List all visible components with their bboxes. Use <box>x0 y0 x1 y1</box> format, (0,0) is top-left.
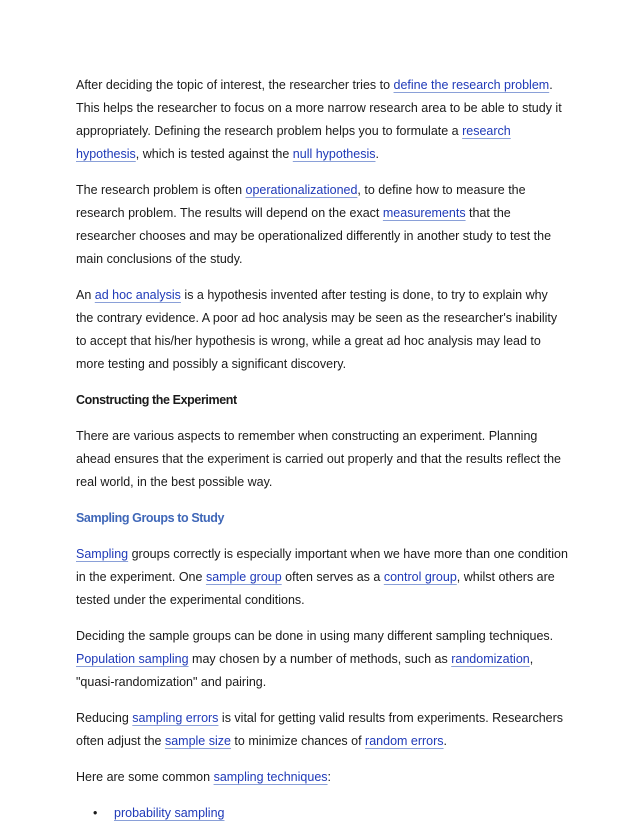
paragraph-ad-hoc-analysis: An ad hoc analysis is a hypothesis invented after testing is done, to try to explain why the contrary evidence. A poor ad hoc analysis may be seen as the researcher's inability to accept that his/her hypothesis is wrong, while a great ad hoc analysis may lead to more testing and possibly a significant discovery. <box>76 288 558 371</box>
link-random-errors[interactable]: random errors <box>365 734 444 748</box>
link-sample-group[interactable]: sample group <box>205 570 282 584</box>
link-probability-sampling[interactable]: probability sampling <box>114 806 225 820</box>
heading-sampling-groups: Sampling Groups to Study <box>76 511 225 525</box>
link-null-hypothesis[interactable]: null hypothesis <box>292 147 376 161</box>
document-page <box>76 74 568 825</box>
link-sampling-techniques[interactable]: sampling techniques <box>213 770 328 784</box>
link-sample-size[interactable]: sample size <box>164 734 231 748</box>
link-randomization[interactable]: randomization <box>451 652 530 666</box>
paragraph-techniques-intro: Here are some common sampling techniques: <box>76 770 332 784</box>
link-sampling-errors[interactable]: sampling errors <box>132 711 219 725</box>
link-sampling[interactable]: Sampling <box>76 547 129 561</box>
paragraph-constructing: There are various aspects to remember when constructing an experiment. Planning ahead ensures that the experiment is carried out properly and that the results reflect the real world, in the best possible way. <box>76 429 561 489</box>
link-operationalizationed[interactable]: operationalizationed <box>245 183 358 197</box>
heading-constructing-experiment: Constructing the Experiment <box>76 393 237 407</box>
link-population-sampling[interactable]: Population sampling <box>76 652 189 666</box>
list-item <box>76 802 568 825</box>
paragraph-research-problem: After deciding the topic of interest, the researcher tries to define the research problem. This helps the researcher to focus on a more narrow research area to be able to study it appropriately. Defining the research problem helps you to formulate a research hypothesis, which is tested against the null hypothesis. <box>76 78 562 161</box>
link-research-hypothesis[interactable]: research hypothesis <box>76 124 511 161</box>
techniques-list <box>76 802 568 825</box>
link-measurements[interactable]: measurements <box>382 206 466 220</box>
bullet-icon: • <box>93 806 98 820</box>
paragraph-operationalization: The research problem is often operationalizationed, to define how to measure the research problem. The results will depend on the exact measurements that the researcher chooses and may be operationalized differently in another study to test the main conclusions of the study. <box>76 183 552 266</box>
paragraph-sampling: Sampling groups correctly is especially important when we have more than one condition in the experiment. One sample group often serves as a control group, whilst others are tested under the experimental conditions. <box>76 547 568 607</box>
link-define-research-problem[interactable]: define the research problem <box>393 78 550 92</box>
link-control-group[interactable]: control group <box>383 570 457 584</box>
link-ad-hoc-analysis[interactable]: ad hoc analysis <box>94 288 181 302</box>
paragraph-sampling-errors: Reducing sampling errors is vital for getting valid results from experiments. Researchers often adjust the sample size to minimize chances of random errors. <box>76 711 564 748</box>
paragraph-sample-groups: Deciding the sample groups can be done in using many different sampling techniques. Population sampling may chosen by a number of methods, such as randomization, "quasi-randomization" and pairing. <box>76 629 554 689</box>
